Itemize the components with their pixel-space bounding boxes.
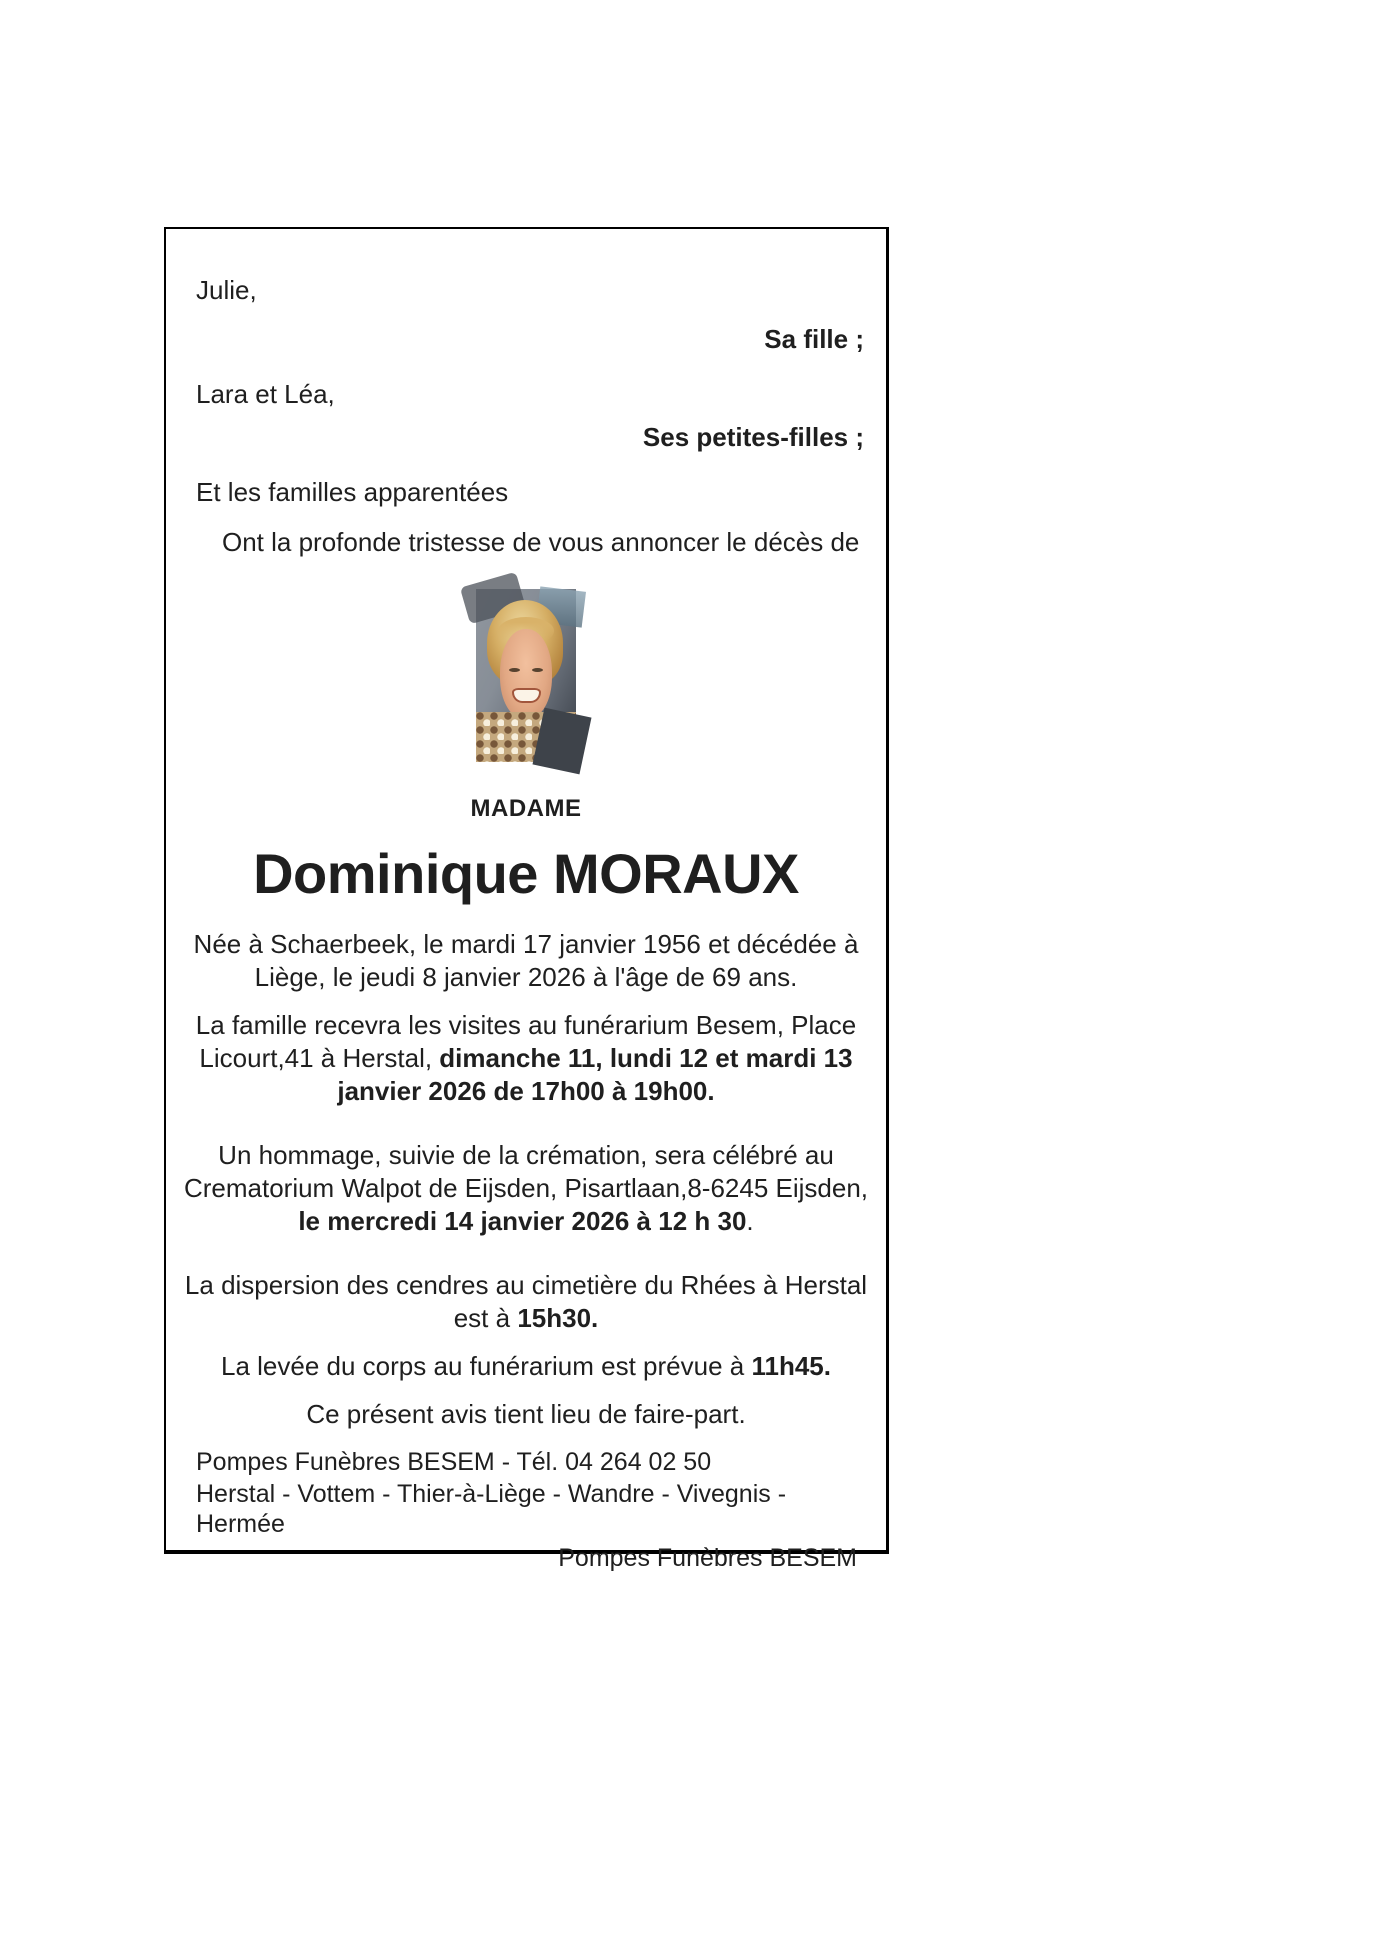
photo-shoulder-shadow bbox=[532, 708, 591, 775]
granddaughters-names: Lara et Léa, bbox=[196, 379, 335, 409]
ceremony-date-bold: le mercredi 14 janvier 2026 à 12 h 30 bbox=[298, 1206, 747, 1236]
body-removal-paragraph bbox=[182, 1350, 870, 1383]
ashes-dispersion-paragraph bbox=[182, 1269, 875, 1335]
daughter-relation-label: Sa fille ; bbox=[764, 324, 864, 354]
visits-schedule-bold: dimanche 11, lundi 12 et mardi 13 janvier 2026 de 17h00 à 19h00. bbox=[337, 1043, 860, 1106]
closing-line: Ce présent avis tient lieu de faire-part. bbox=[306, 1399, 746, 1429]
birth-death-text: Née à Schaerbeek, le mardi 17 janvier 1956 et décédée à Liège, le jeudi 8 janvier 2026 à l'âge de 69 ans. bbox=[193, 929, 866, 992]
funeral-home-signature: Pompes Funèbres BESEM bbox=[558, 1544, 857, 1572]
deceased-name: Dominique MORAUX bbox=[253, 842, 799, 905]
funeral-home-locations: Herstal - Vottem - Thier-à-Liège - Wandre - Vivegnis - Hermée bbox=[196, 1480, 787, 1538]
death-notice-box bbox=[164, 227, 889, 1572]
body-removal-time-bold: 11h45. bbox=[751, 1351, 831, 1381]
ceremony-text: Un hommage, suivie de la crémation, sera célébré au Crematorium Walpot de Eijsden, Pisartlaan,8-6245 Eijsden, bbox=[183, 1140, 876, 1203]
photo-smile bbox=[512, 688, 541, 703]
deceased-title: MADAME bbox=[470, 795, 582, 822]
related-families-line: Et les familles apparentées bbox=[196, 477, 509, 507]
ceremony-suffix: . bbox=[746, 1206, 754, 1236]
announcement-line: Ont la profonde tristesse de vous annoncer le décès de bbox=[222, 527, 860, 557]
granddaughters-relation-label: Ses petites-filles ; bbox=[642, 422, 864, 452]
visits-text: La famille recevra les visites au funérarium Besem, Place Licourt,41 à Herstal, bbox=[195, 1010, 864, 1073]
photo-face bbox=[500, 629, 552, 719]
funeral-home-contact: Pompes Funèbres BESEM - Tél. 04 264 02 50 bbox=[196, 1448, 712, 1476]
visits-paragraph bbox=[182, 1009, 870, 1108]
ashes-time-bold: 15h30. bbox=[517, 1303, 599, 1333]
daughter-name: Julie, bbox=[196, 275, 257, 305]
photo-right-eye bbox=[532, 668, 543, 672]
body-removal-text: La levée du corps au funérarium est prévue à bbox=[221, 1351, 752, 1381]
photo-left-eye bbox=[509, 668, 520, 672]
ceremony-paragraph bbox=[182, 1139, 876, 1238]
portrait-photo bbox=[476, 589, 576, 762]
ashes-text: La dispersion des cendres au cimetière du Rhées à Herstal est à bbox=[184, 1270, 875, 1333]
